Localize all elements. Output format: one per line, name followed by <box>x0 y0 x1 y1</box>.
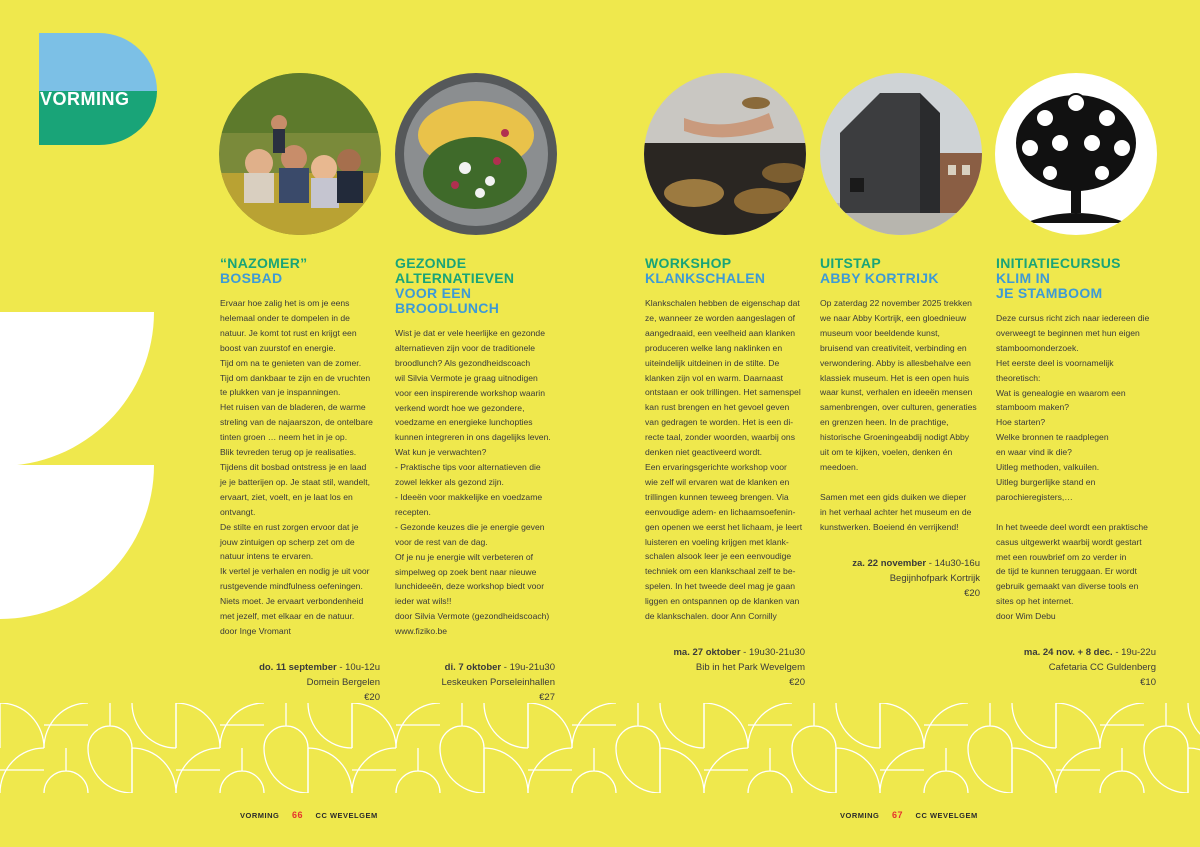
article-subtitle: VOOR EEN BROODLUNCH <box>395 285 500 316</box>
pattern-stroke <box>88 703 132 748</box>
pattern-stroke <box>616 703 660 748</box>
pattern-stroke <box>880 748 924 793</box>
pattern-stroke <box>660 703 704 748</box>
pattern-stroke <box>0 703 44 748</box>
event-date: za. 22 november <box>852 558 927 569</box>
event-date: ma. 27 oktober <box>673 647 741 658</box>
pattern-stroke <box>924 748 968 793</box>
pattern-stroke <box>880 703 924 748</box>
section-label: VORMING <box>40 89 130 109</box>
pattern-stroke <box>572 748 616 793</box>
photo-lunch-dish <box>395 73 557 235</box>
pattern-stroke <box>792 748 836 793</box>
article-body: Deze cursus richt zich naar iedereen die overweegt te beginnen met hun eigen stamboomonderzoek. Het eerste deel is voornamelijk theoretisch: Wat is genealogie en waarom een stamboom maken? Hoe starten? Welke bronnen te raadplegen en waar vind ik die? Uitleg methoden, valkuilen. Uitleg burgerlijke stand en parochieregisters,… In het tweede deel wordt een praktische casus uitgewerkt waarbij wordt gestart met een rouwbrief om zo verder in de tijd te kunnen teruggaan. Er wordt gebruik gemaakt van diverse tools en sites op het internet. door Wim Debu <box>996 313 1150 622</box>
pattern-stroke <box>352 748 396 793</box>
event-price: €20 <box>789 677 805 688</box>
article-title: GEZONDE ALTERNATIEVEN <box>395 255 515 286</box>
article-title: INITIATIECURSUS <box>996 255 1121 271</box>
photo-singing-bowls <box>644 73 806 235</box>
event-info <box>220 660 380 705</box>
event-time: - 19u-22u <box>1112 647 1156 658</box>
white-quarter-shape <box>0 312 154 466</box>
pattern-stroke <box>132 703 176 748</box>
event-place: Cafetaria CC Guldenberg <box>1048 662 1156 673</box>
pattern-stroke <box>616 748 660 793</box>
photo-forest-group <box>219 73 381 235</box>
pattern-stroke <box>220 703 264 748</box>
pattern-stroke <box>308 703 352 748</box>
event-date: do. 11 september <box>259 662 337 673</box>
photo-abby-museum <box>820 73 982 235</box>
event-date: ma. 24 nov. + 8 dec. <box>1023 647 1113 658</box>
pattern-stroke <box>1144 703 1188 748</box>
article-subtitle: KLIM IN JE STAMBOOM <box>996 270 1103 301</box>
pattern-stroke <box>1100 748 1144 793</box>
pattern-stroke <box>836 748 880 793</box>
pattern-stroke <box>968 703 1012 748</box>
article-title: “NAZOMER” <box>220 255 308 271</box>
pattern-stroke <box>176 748 220 793</box>
pattern-stroke <box>968 748 1012 793</box>
event-info <box>996 645 1156 690</box>
pattern-stroke <box>396 703 440 748</box>
pattern-stroke <box>264 748 308 793</box>
pattern-stroke <box>1012 703 1056 748</box>
article-uitstap-abby <box>820 256 990 535</box>
event-info <box>645 645 805 690</box>
article-body: Ervaar hoe zalig het is om je eens helemaal onder te dompelen in de natuur. Je komt tot rust en krijgt een boost van zuurstof en energie. Tijd om na te genieten van de zomer. Tijd om dankbaar te zijn en de vruchten te plukken van je inspanningen. Het ruisen van de bladeren, de warme streling van de najaarszon, de ontelbare tinten groen … neem het in je op. Blik tevreden terug op je realisaties. Tijdens dit bosbad ontstress je en laad je je batterijen op. Je staat stil, wandelt, ervaart, ziet, voelt, en je laat los en ontvangt. De stilte en rust zorgen ervoor dat je jouw zintuigen op scherp zet om de natuur intens te ervaren. Ik vertel je verhalen en nodig je uit voor rustgevende mindfulness oefeningen. Niets moet. Je ervaart verbondenheid met jezelf, met elkaar en de natuur. door Inge Vromant <box>220 298 373 636</box>
pattern-stroke <box>660 748 704 793</box>
pattern-stroke <box>528 748 572 793</box>
article-nazomer-bosbad <box>220 256 390 639</box>
pattern-stroke <box>1144 748 1188 793</box>
pattern-stroke <box>1100 703 1144 748</box>
pattern-stroke <box>792 703 836 748</box>
footer-section: VORMING <box>840 811 880 820</box>
pattern-stroke <box>352 703 396 748</box>
event-time: - 19u-21u30 <box>501 662 555 673</box>
article-subtitle: KLANKSCHALEN <box>645 270 766 286</box>
pattern-stroke <box>44 748 88 793</box>
event-place: Bib in het Park Wevelgem <box>695 662 805 673</box>
article-title: UITSTAP <box>820 255 881 271</box>
pattern-stroke <box>396 748 440 793</box>
pattern-stroke <box>88 748 132 793</box>
pattern-stroke <box>924 703 968 748</box>
event-price: €10 <box>1140 677 1156 688</box>
pattern-stroke <box>308 748 352 793</box>
event-place: Begijnhofpark Kortrijk <box>889 573 980 584</box>
pattern-stroke <box>748 703 792 748</box>
event-info <box>395 660 555 705</box>
pattern-stroke <box>836 703 880 748</box>
pattern-stroke <box>264 703 308 748</box>
decorative-line-pattern <box>0 703 1200 793</box>
event-price: €20 <box>364 692 380 703</box>
pattern-stroke <box>704 748 748 793</box>
pattern-stroke <box>484 748 528 793</box>
pattern-stroke <box>572 703 616 748</box>
event-price: €27 <box>539 692 555 703</box>
article-body: Klankschalen hebben de eigenschap dat ze, wanneer ze worden aangeslagen of aangedraaid, een veelheid aan klanken produceren welke lang naklinken en uiteindelijk uitdeinen in de stilte. De klanken zijn vol en warm. Daarnaast ontstaan er ook trillingen. Het samenspel kan rust brengen en het gevoel geven van gedragen te worden. Het is een di- recte taal, zonder woorden, waarbij ons denken niet geactiveerd wordt. Een ervaringsgerichte workshop voor wie zelf wil ervaren wat de klanken en trillingen kunnen teweeg brengen. Via eenvoudige adem- en lichaamsoefenin- gen openen we eerst het lichaam, je leert luisteren en voeling krijgen met klank- schalen alsook leer je een eenvoudige techniek om een klankschaal zelf te be- spelen. In het tweede deel mag je gaan liggen en ontspannen op de klanken van de klankschalen. door Ann Cornilly <box>645 298 803 622</box>
article-subtitle: BOSBAD <box>220 270 283 286</box>
article-body: Op zaterdag 22 november 2025 trekken we naar Abby Kortrijk, een gloednieuw museum voor beeldende kunst, bruisend van creativiteit, verbinding en verwondering. Abby is allesbehalve een klassiek museum. Het is een open huis waar kunst, verhalen en ideeën mensen samenbrengen, over culturen, generaties en grenzen heen. In de prachtige, historische Groeningeabdij nodigt Abby uit om te kijken, voelen, denken én meedoen. Samen met een gids duiken we dieper in het verhaal achter het museum en de kunstwerken. Boeiend én verrijkend! <box>820 298 977 532</box>
pattern-stroke <box>1188 748 1200 793</box>
footer-right <box>840 810 978 820</box>
pattern-stroke <box>1056 748 1100 793</box>
page-number: 67 <box>891 810 903 820</box>
article-subtitle: ABBY KORTRIJK <box>820 270 939 286</box>
footer-org: CC WEVELGEM <box>315 811 378 820</box>
event-place: Domein Bergelen <box>306 677 380 688</box>
white-quarter-shape <box>0 465 154 619</box>
event-place: Leskeuken Porseleinhallen <box>441 677 555 688</box>
footer-left <box>240 810 378 820</box>
page-number: 66 <box>291 810 303 820</box>
photo-family-tree <box>995 73 1157 235</box>
article-body: Wist je dat er vele heerlijke en gezonde alternatieven zijn voor de traditionele broodlunch? Als gezondheidscoach wil Silvia Vermote je graag uitnodigen voor een inspirerende workshop waarin verkend wordt hoe we gezondere, voedzame en energieke lunchopties kunnen integreren in ons dagelijks leven. Wat kun je verwachten? - Praktische tips voor alternatieven die zowel lekker als gezond zijn. - Ideeën voor makkelijke en voedzame recepten. - Gezonde keuzes die je energie geven voor de rest van de dag. Of je nu je energie wilt verbeteren of simpelweg op zoek bent naar nieuwe lunchideeën, deze workshop biedt voor ieder wat wils!! door Silvia Vermote (gezondheidscoach) www.fiziko.be <box>395 328 551 637</box>
event-time: - 19u30-21u30 <box>740 647 805 658</box>
footer-section: VORMING <box>240 811 280 820</box>
pattern-stroke <box>220 748 264 793</box>
pattern-stroke <box>132 748 176 793</box>
pattern-stroke <box>1012 748 1056 793</box>
pattern-stroke <box>176 703 220 748</box>
footer-org: CC WEVELGEM <box>915 811 978 820</box>
pattern-stroke <box>748 748 792 793</box>
article-gezonde-alternatieven <box>395 256 565 639</box>
event-time: - 14u30-16u <box>926 558 980 569</box>
pattern-stroke <box>1188 703 1200 748</box>
event-info <box>820 556 980 601</box>
event-time: - 10u-12u <box>336 662 380 673</box>
pattern-stroke <box>440 748 484 793</box>
article-initiatiecursus-stamboom <box>996 256 1166 624</box>
pattern-stroke <box>704 703 748 748</box>
pattern-stroke <box>484 703 528 748</box>
pattern-stroke <box>44 703 88 748</box>
article-title: WORKSHOP <box>645 255 732 271</box>
article-workshop-klankschalen <box>645 256 815 624</box>
pattern-stroke <box>440 703 484 748</box>
event-price: €20 <box>964 588 980 599</box>
pattern-stroke <box>528 703 572 748</box>
pattern-stroke <box>0 748 44 793</box>
event-date: di. 7 oktober <box>444 662 502 673</box>
pattern-stroke <box>1056 703 1100 748</box>
